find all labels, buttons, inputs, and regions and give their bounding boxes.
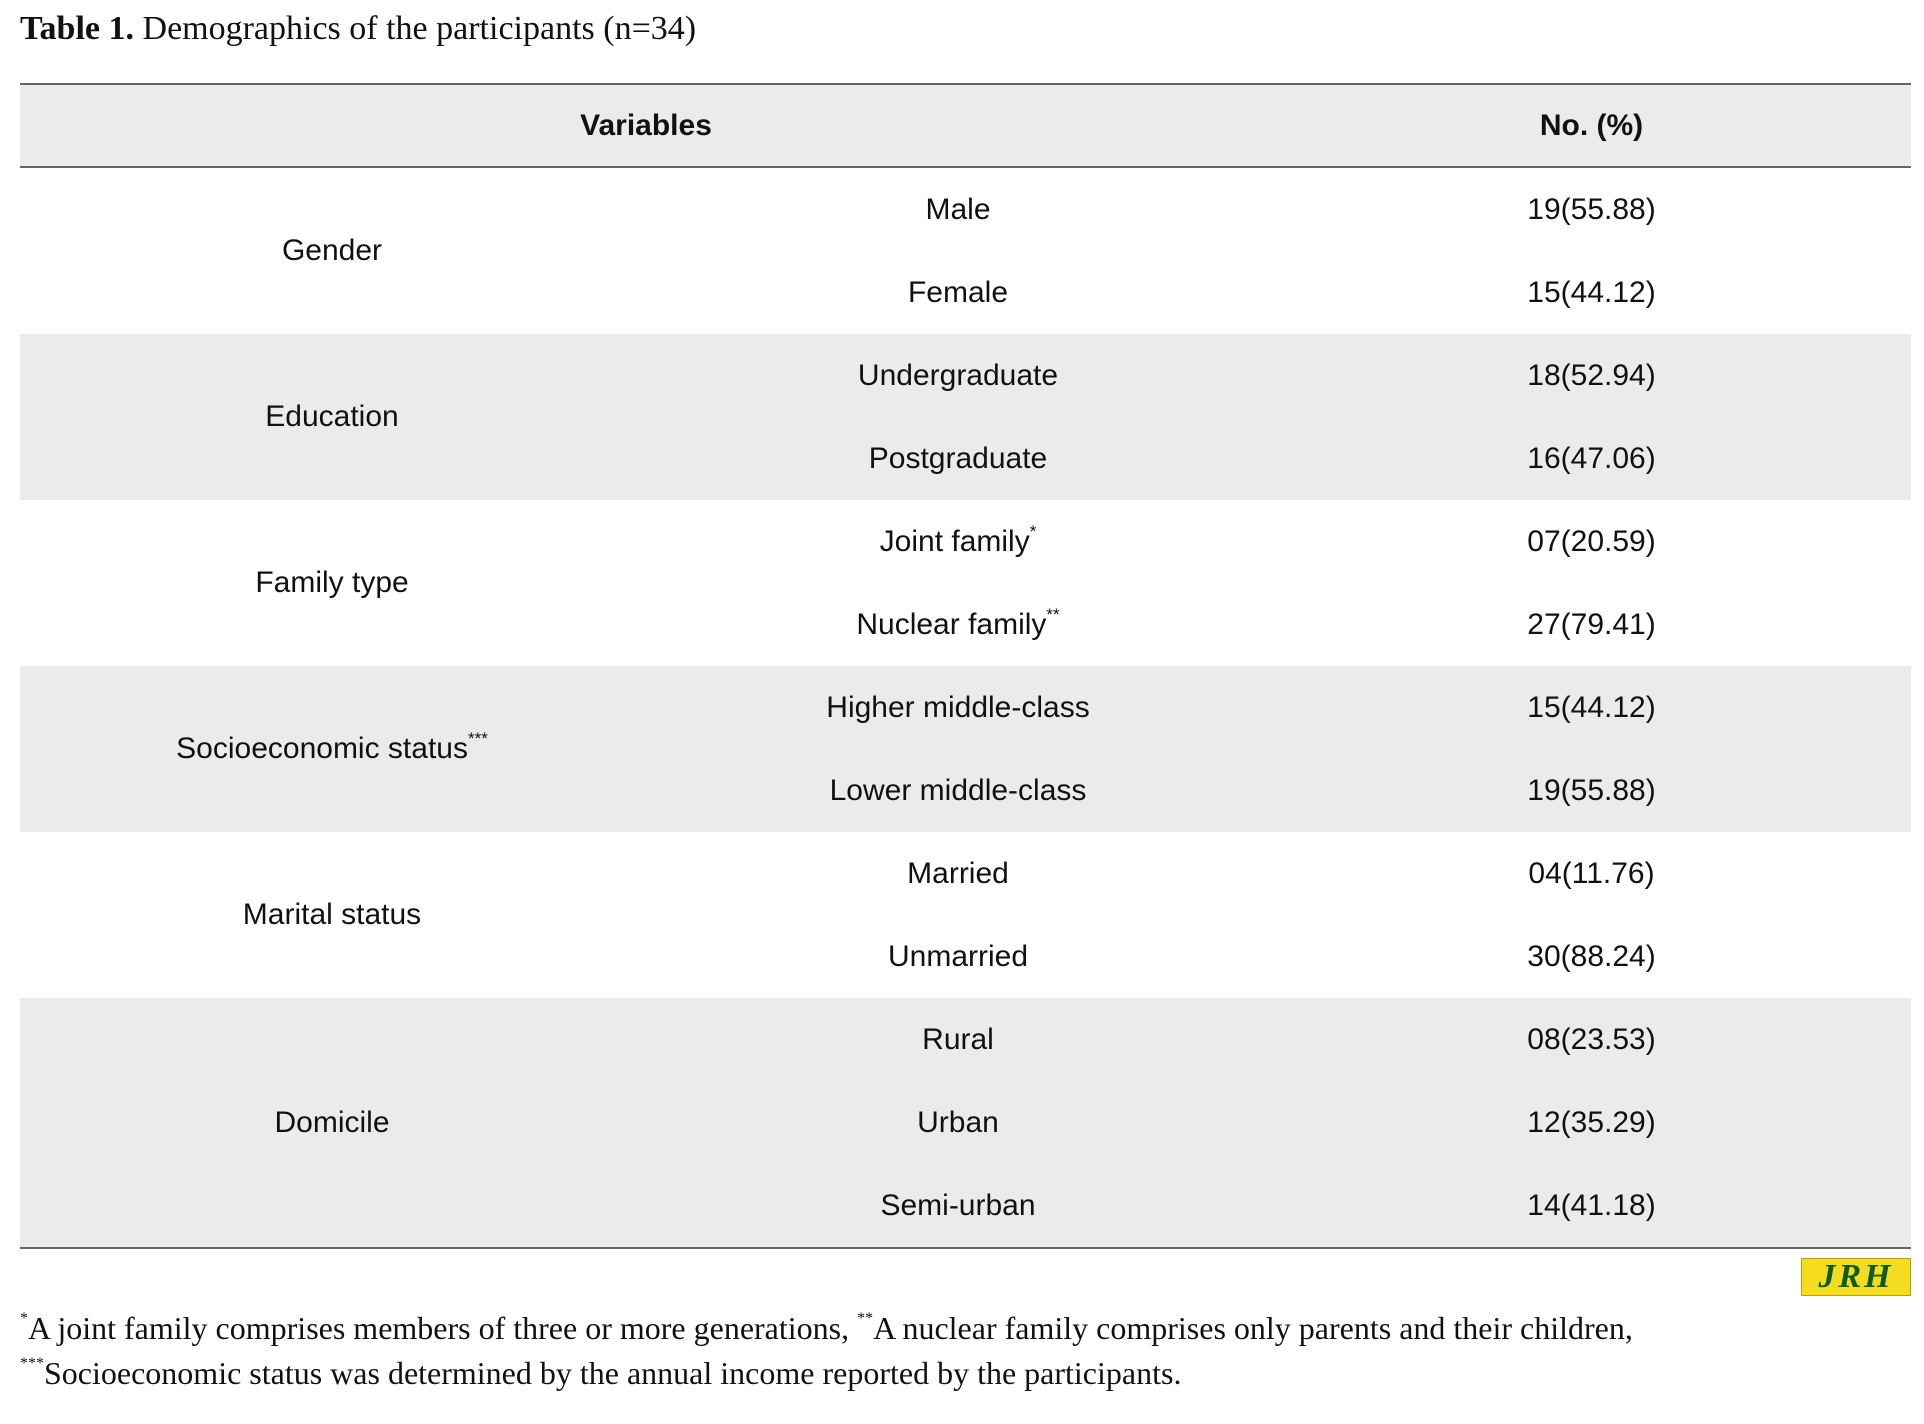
table-container bbox=[20, 83, 1911, 1249]
table-row bbox=[20, 832, 1911, 915]
count-percent-cell bbox=[1272, 1081, 1911, 1164]
footnote-text: A nuclear family comprises only parents and their children, bbox=[873, 1310, 1633, 1346]
count-percent-cell bbox=[1272, 1164, 1911, 1248]
footnotes bbox=[20, 1306, 1920, 1396]
header-variables: Variables bbox=[20, 84, 1272, 167]
jrh-logo-text: JRH bbox=[1818, 1258, 1894, 1295]
count-percent-value: 15(44.12) bbox=[1527, 275, 1656, 309]
count-percent-value: 18(52.94) bbox=[1527, 358, 1656, 392]
variable-group-label: Gender bbox=[281, 234, 383, 267]
category-label: Higher middle-class bbox=[826, 690, 1090, 724]
variable-group-label: Marital status bbox=[242, 898, 422, 931]
footnote-line-2 bbox=[20, 1351, 1920, 1396]
footnote-text: A joint family comprises members of three or more generations, bbox=[28, 1310, 858, 1346]
variable-group bbox=[20, 998, 644, 1248]
variable-group-label: Family type bbox=[255, 566, 409, 599]
footnote-marker: *** bbox=[20, 1355, 44, 1372]
table-row bbox=[20, 334, 1911, 417]
category-label: Rural bbox=[922, 1022, 994, 1056]
category-label: Nuclear family bbox=[856, 607, 1047, 641]
category-cell bbox=[644, 749, 1272, 832]
category-label: Urban bbox=[917, 1105, 999, 1139]
count-percent-value: 07(20.59) bbox=[1527, 524, 1656, 558]
category-label: Male bbox=[925, 192, 991, 226]
count-percent-value: 04(11.76) bbox=[1528, 856, 1655, 890]
category-label: Undergraduate bbox=[857, 358, 1059, 392]
count-percent-cell bbox=[1272, 832, 1911, 915]
category-cell bbox=[644, 915, 1272, 998]
footnote-marker: *** bbox=[467, 729, 488, 748]
category-cell bbox=[644, 583, 1272, 666]
count-percent-value: 14(41.18) bbox=[1527, 1188, 1656, 1222]
category-cell bbox=[644, 832, 1272, 915]
table-row bbox=[20, 167, 1911, 251]
variable-group bbox=[20, 500, 644, 666]
variable-group bbox=[20, 334, 644, 500]
header-row bbox=[20, 84, 1911, 167]
variable-group-label: Socioeconomic status bbox=[176, 732, 468, 765]
category-label: Married bbox=[907, 856, 1009, 890]
category-label: Female bbox=[907, 275, 1009, 309]
table-header bbox=[20, 84, 1911, 167]
count-percent-cell bbox=[1272, 666, 1911, 749]
category-cell bbox=[644, 251, 1272, 334]
footnote-text: Socioeconomic status was determined by the annual income reported by the participants. bbox=[44, 1355, 1182, 1391]
table-caption bbox=[20, 6, 696, 52]
variable-group bbox=[20, 832, 644, 998]
count-percent-value: 16(47.06) bbox=[1527, 441, 1656, 475]
variable-group bbox=[20, 666, 644, 832]
table-row bbox=[20, 500, 1911, 583]
count-percent-cell bbox=[1272, 998, 1911, 1081]
count-percent-cell bbox=[1272, 500, 1911, 583]
footnote-marker: ** bbox=[857, 1310, 874, 1327]
category-label: Semi-urban bbox=[880, 1188, 1036, 1222]
count-percent-cell bbox=[1272, 334, 1911, 417]
table-row bbox=[20, 666, 1911, 749]
count-percent-cell bbox=[1272, 417, 1911, 500]
count-percent-value: 19(55.88) bbox=[1527, 192, 1656, 226]
header-number-percent: No. (%) bbox=[1272, 84, 1911, 167]
table-body bbox=[20, 167, 1911, 1248]
count-percent-value: 30(88.24) bbox=[1527, 939, 1656, 973]
variable-group-label: Domicile bbox=[274, 1105, 390, 1139]
category-label: Joint family bbox=[879, 524, 1030, 558]
category-label: Lower middle-class bbox=[829, 773, 1087, 807]
table-caption-label: Table 1. bbox=[20, 10, 135, 47]
count-percent-cell bbox=[1272, 749, 1911, 832]
footnote-marker: * bbox=[20, 1310, 28, 1327]
count-percent-cell bbox=[1272, 915, 1911, 998]
footnote-marker: ** bbox=[1046, 604, 1060, 624]
count-percent-cell bbox=[1272, 251, 1911, 334]
count-percent-value: 19(55.88) bbox=[1527, 773, 1656, 807]
variable-group-label: Education bbox=[265, 400, 399, 433]
category-cell bbox=[644, 666, 1272, 749]
footnote-marker: * bbox=[1029, 521, 1037, 541]
count-percent-value: 12(35.29) bbox=[1527, 1105, 1656, 1139]
category-cell bbox=[644, 500, 1272, 583]
category-cell bbox=[644, 167, 1272, 251]
category-cell bbox=[644, 334, 1272, 417]
footnote-line-1 bbox=[20, 1306, 1920, 1351]
demographics-table bbox=[20, 83, 1911, 1249]
category-cell bbox=[644, 1164, 1272, 1248]
category-label: Postgraduate bbox=[868, 441, 1048, 475]
category-label: Unmarried bbox=[887, 939, 1029, 973]
table-row bbox=[20, 998, 1911, 1081]
count-percent-value: 08(23.53) bbox=[1527, 1022, 1656, 1056]
table-caption-text: Demographics of the participants (n=34) bbox=[134, 10, 697, 47]
count-percent-value: 27(79.41) bbox=[1527, 607, 1656, 641]
variable-group bbox=[20, 167, 644, 334]
count-percent-cell bbox=[1272, 583, 1911, 666]
category-cell bbox=[644, 1081, 1272, 1164]
count-percent-value: 15(44.12) bbox=[1527, 690, 1656, 724]
category-cell bbox=[644, 417, 1272, 500]
jrh-logo bbox=[1801, 1258, 1911, 1296]
count-percent-cell bbox=[1272, 167, 1911, 251]
category-cell bbox=[644, 998, 1272, 1081]
